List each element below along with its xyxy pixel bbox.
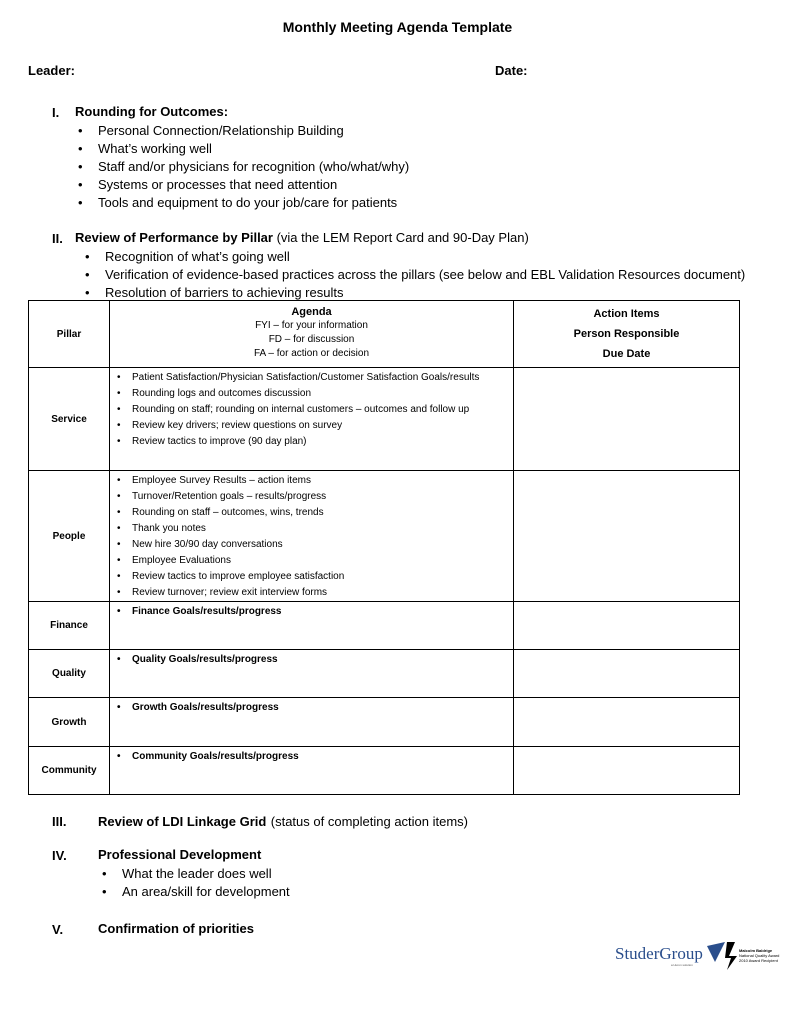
section-number: V. bbox=[52, 922, 64, 937]
list-item: • Staff and/or physicians for recognition (who/what/why) bbox=[78, 159, 410, 174]
list-item: • Verification of evidence-based practices across the pillars (see below and EBL Validation Resources document) bbox=[85, 267, 746, 282]
header-agenda-title: Agenda bbox=[291, 306, 332, 318]
header-action-items: Action Items Person Responsible Due Date bbox=[514, 301, 740, 368]
bullet-icon: • bbox=[102, 866, 107, 881]
action-cell[interactable] bbox=[514, 471, 740, 602]
agenda-item: Quality Goals/results/progress bbox=[132, 654, 278, 665]
agenda-item: Rounding logs and outcomes discussion bbox=[132, 388, 311, 399]
pillar-name: People bbox=[29, 471, 110, 602]
bullet-icon: • bbox=[117, 523, 121, 534]
agenda-item: Rounding on staff – outcomes, wins, trends bbox=[132, 507, 324, 518]
leader-label: Leader: bbox=[28, 63, 75, 78]
bullet-icon: • bbox=[117, 436, 121, 447]
section-title: Review of Performance by Pillar bbox=[75, 230, 273, 245]
pillar-name: Finance bbox=[29, 602, 110, 650]
list-item: • Resolution of barriers to achieving results bbox=[85, 285, 344, 300]
bullet-icon: • bbox=[117, 571, 121, 582]
bullet-icon: • bbox=[117, 751, 121, 762]
section-number: IV. bbox=[52, 848, 67, 863]
bullet-icon: • bbox=[117, 654, 121, 665]
action-cell[interactable] bbox=[514, 698, 740, 747]
pillar-name: Growth bbox=[29, 698, 110, 747]
table-row bbox=[29, 650, 740, 698]
agenda-item: Review tactics to improve (90 day plan) bbox=[132, 436, 307, 447]
arrow-icon bbox=[707, 942, 727, 966]
section-2 bbox=[52, 230, 529, 248]
bullet-icon: • bbox=[117, 555, 121, 566]
agenda-item: Employee Evaluations bbox=[132, 555, 231, 566]
bullet-icon: • bbox=[117, 587, 121, 598]
bullet-icon: • bbox=[85, 285, 90, 300]
agenda-item: Finance Goals/results/progress bbox=[132, 606, 282, 617]
section-2-list bbox=[85, 248, 746, 302]
agenda-cell bbox=[110, 602, 514, 650]
header-pillar: Pillar bbox=[29, 301, 110, 368]
header-agenda-line: FYI – for your information bbox=[255, 320, 368, 331]
list-item: • Personal Connection/Relationship Building bbox=[78, 123, 344, 138]
bullet-icon: • bbox=[78, 159, 83, 174]
list-item: • What the leader does well bbox=[102, 866, 272, 881]
list-item: • Tools and equipment to do your job/care for patients bbox=[78, 195, 398, 210]
bullet-icon: • bbox=[117, 420, 121, 431]
agenda-cell bbox=[110, 747, 514, 795]
section-number: II. bbox=[52, 231, 63, 246]
agenda-item: Employee Survey Results – action items bbox=[132, 475, 311, 486]
agenda-item: New hire 30/90 day conversations bbox=[132, 539, 283, 550]
list-item: • What’s working well bbox=[78, 141, 212, 156]
list-item: • An area/skill for development bbox=[102, 884, 290, 899]
section-3 bbox=[52, 813, 469, 831]
pillar-name: Service bbox=[29, 368, 110, 471]
bullet-icon: • bbox=[117, 507, 121, 518]
agenda-cell bbox=[110, 650, 514, 698]
pillar-name: Community bbox=[29, 747, 110, 795]
bullet-icon: • bbox=[78, 195, 83, 210]
bullet-icon: • bbox=[85, 267, 90, 282]
agenda-item: Review key drivers; review questions on survey bbox=[132, 420, 343, 431]
table-row bbox=[29, 602, 740, 650]
action-cell[interactable] bbox=[514, 368, 740, 471]
section-note: (via the LEM Report Card and 90-Day Plan) bbox=[276, 230, 529, 245]
date-label: Date: bbox=[495, 63, 528, 78]
header-agenda-line: FD – for discussion bbox=[268, 334, 355, 345]
bullet-icon: • bbox=[117, 491, 121, 502]
bullet-icon: • bbox=[85, 249, 90, 264]
section-1-list bbox=[78, 122, 410, 212]
section-4-list bbox=[102, 865, 290, 901]
bullet-icon: • bbox=[78, 123, 83, 138]
agenda-cell bbox=[110, 471, 514, 602]
section-note: (status of completing action items) bbox=[270, 814, 469, 829]
bullet-icon: • bbox=[117, 475, 121, 486]
table-row bbox=[29, 747, 740, 795]
agenda-item: Review tactics to improve employee satisfaction bbox=[132, 571, 345, 582]
section-title: Confirmation of priorities bbox=[98, 921, 254, 936]
pillar-name: Quality bbox=[29, 650, 110, 698]
section-1 bbox=[52, 104, 229, 122]
studer-group-logo bbox=[615, 942, 780, 972]
bullet-icon: • bbox=[117, 388, 121, 399]
baldrige-text: Malcolm Baldrige National Quality Award 2010 Award Recipient bbox=[739, 948, 780, 963]
action-cell[interactable] bbox=[514, 602, 740, 650]
agenda-item: Rounding on staff; rounding on internal customers – outcomes and follow up bbox=[132, 404, 470, 415]
agenda-cell bbox=[110, 368, 514, 471]
bullet-icon: • bbox=[78, 141, 83, 156]
header-agenda bbox=[110, 301, 514, 368]
list-item: • Recognition of what’s going well bbox=[85, 249, 290, 264]
agenda-item: Patient Satisfaction/Physician Satisfaction/Customer Satisfaction Goals/results bbox=[132, 372, 480, 383]
bullet-icon: • bbox=[117, 606, 121, 617]
page-title: Monthly Meeting Agenda Template bbox=[282, 19, 513, 35]
table-row bbox=[29, 698, 740, 747]
agenda-item: Growth Goals/results/progress bbox=[132, 702, 279, 713]
section-title: Review of LDI Linkage Grid bbox=[98, 814, 267, 829]
list-item: • Systems or processes that need attention bbox=[78, 177, 338, 192]
section-number: I. bbox=[52, 105, 60, 120]
agenda-item: Turnover/Retention goals – results/progress bbox=[132, 491, 327, 502]
bullet-icon: • bbox=[102, 884, 107, 899]
agenda-cell bbox=[110, 698, 514, 747]
section-title: Rounding for Outcomes: bbox=[75, 104, 229, 119]
huron-tagline: a Huron solution bbox=[671, 963, 693, 967]
pillar-table bbox=[28, 300, 740, 795]
bullet-icon: • bbox=[117, 702, 121, 713]
section-number: III. bbox=[52, 814, 67, 829]
studer-wordmark: StuderGroup bbox=[615, 944, 703, 963]
table-header-row bbox=[29, 301, 740, 368]
bullet-icon: • bbox=[117, 539, 121, 550]
action-cell[interactable] bbox=[514, 650, 740, 698]
bullet-icon: • bbox=[117, 404, 121, 415]
agenda-item: Review turnover; review exit interview forms bbox=[132, 587, 328, 598]
agenda-item: Thank you notes bbox=[132, 523, 206, 534]
bullet-icon: • bbox=[117, 372, 121, 383]
agenda-item: Community Goals/results/progress bbox=[132, 751, 299, 762]
baldrige-icon bbox=[725, 942, 739, 970]
table-row bbox=[29, 471, 740, 602]
bullet-icon: • bbox=[78, 177, 83, 192]
action-cell[interactable] bbox=[514, 747, 740, 795]
table-row bbox=[29, 368, 740, 471]
section-title: Professional Development bbox=[98, 847, 262, 862]
section-4 bbox=[52, 847, 262, 865]
section-5 bbox=[52, 921, 254, 939]
header-agenda-line: FA – for action or decision bbox=[253, 348, 370, 359]
